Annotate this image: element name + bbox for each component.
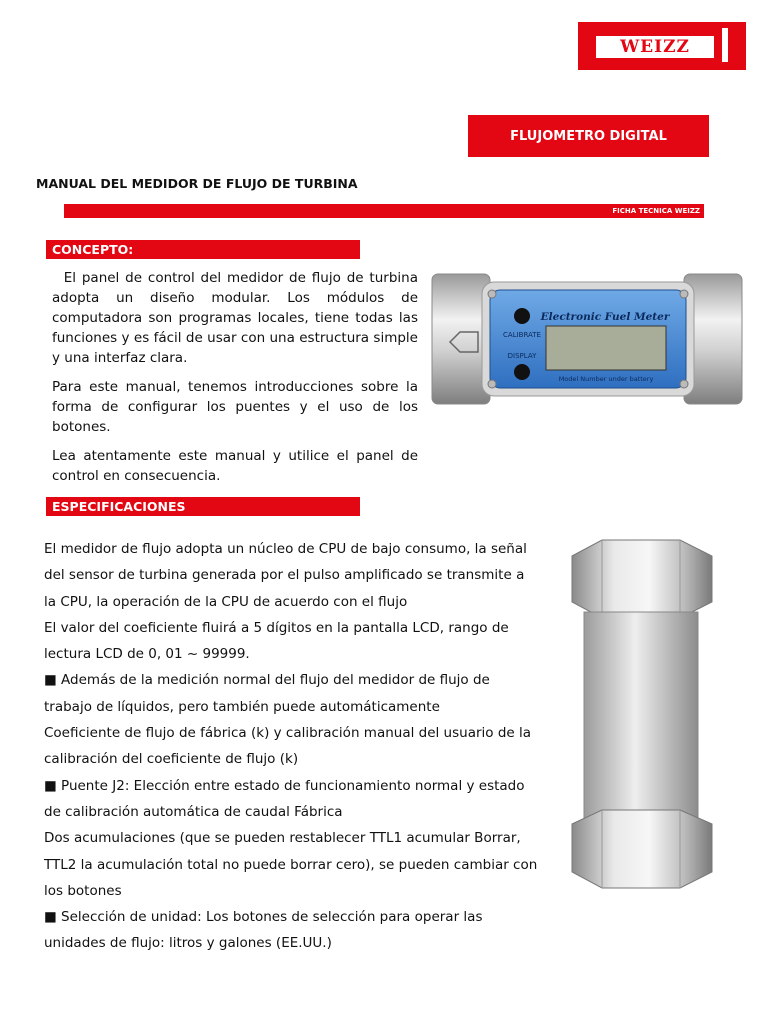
spec-line: Coeficiente de flujo de fábrica (k) y calibración manual del usuario de la calibración del coeficiente de flujo (k) xyxy=(44,725,532,768)
concepto-paragraph: Lea atentamente este manual y utilice el panel de control en consecuencia. xyxy=(52,448,418,484)
spec-line: ■ Selección de unidad: Los botones de selección para operar las unidades de flujo: litros y galones (EE.UU.) xyxy=(44,909,483,952)
concepto-heading-label: CONCEPTO: xyxy=(52,242,134,257)
concepto-heading xyxy=(46,240,360,259)
especificaciones-heading-label: ESPECIFICACIONES xyxy=(52,499,186,514)
spec-line: El valor del coeficiente fluirá a 5 dígitos en la pantalla LCD, rango de lectura LCD de 0, 01 ~ 99999. xyxy=(44,619,509,663)
document-title: MANUAL DEL MEDIDOR DE FLUJO DE TURBINA xyxy=(36,176,358,191)
brand-logo xyxy=(578,22,746,70)
turbine-body-image xyxy=(562,538,718,890)
concepto-paragraph: Para este manual, tenemos introducciones sobre la forma de configurar los puentes y el uso de los botones. xyxy=(52,379,418,435)
product-title-box: FLUJOMETRO DIGITAL xyxy=(468,115,709,157)
meter-display-title: Electronic Fuel Meter xyxy=(540,311,670,323)
especificaciones-body xyxy=(44,536,538,957)
brand-logo-text: WEIZZ xyxy=(596,36,714,58)
datasheet-band-label: FICHA TECNICA WEIZZ xyxy=(612,207,700,215)
flow-meter-image xyxy=(430,268,744,410)
meter-display-label: DISPLAY xyxy=(507,352,537,360)
brand-logo-bar xyxy=(722,28,728,62)
meter-model-label: Model Number under battery xyxy=(558,375,654,383)
meter-calibrate-label: CALIBRATE xyxy=(503,331,541,339)
concepto-paragraph: El panel de control del medidor de flujo de turbina adopta un diseño modular. Los módulos de computadora son programas locales, tiene todas las funciones y es fácil de usar con una estructura simple y una interfaz clara. xyxy=(52,270,423,366)
spec-line: ■ Puente J2: Elección entre estado de funcionamiento normal y estado de calibración automática de caudal Fábrica xyxy=(44,777,525,820)
especificaciones-heading xyxy=(46,497,360,516)
spec-line: El medidor de flujo adopta un núcleo de CPU de bajo consumo, la señal del sensor de turbina generada por el pulso amplificado se transmite a la CPU, la operación de la CPU de acuerdo con el flujo xyxy=(44,541,527,610)
datasheet-band xyxy=(64,204,704,218)
spec-line: ■ Además de la medición normal del flujo del medidor de flujo de trabajo de líquidos, pero también puede automáticamente xyxy=(44,672,490,715)
spec-line: Dos acumulaciones (que se pueden restablecer TTL1 acumular Borrar, TTL2 la acumulación total no puede borrar cero), se pueden cambiar con los botones xyxy=(44,830,538,899)
concepto-body xyxy=(52,268,423,486)
